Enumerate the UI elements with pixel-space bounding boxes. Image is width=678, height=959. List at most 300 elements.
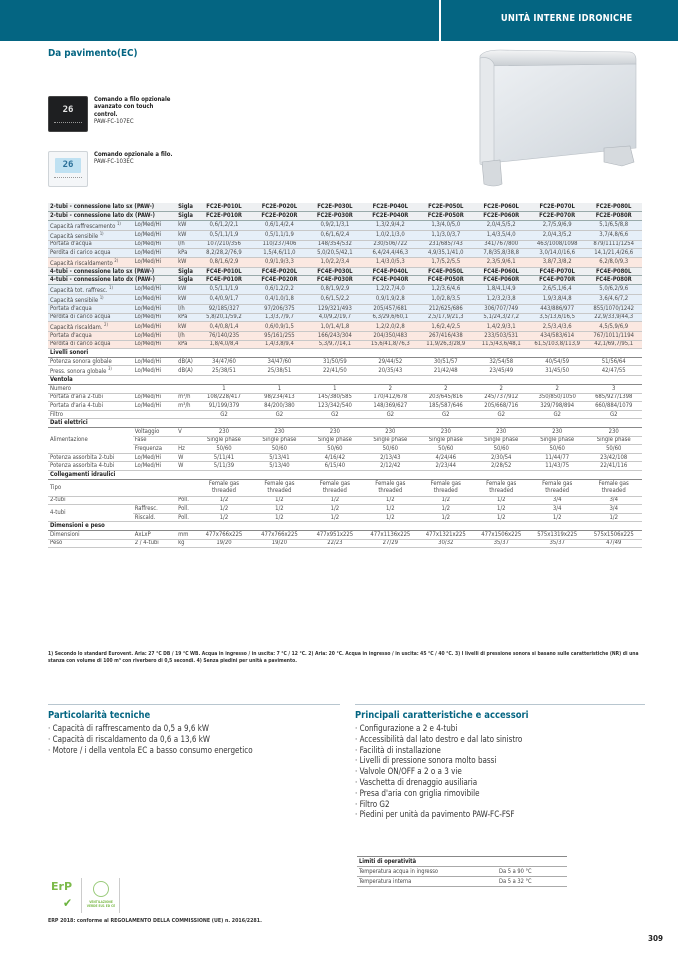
cell-value: FC2E-P020R <box>252 212 307 221</box>
cell-value: 3,0/14,0/16,6 <box>529 249 585 258</box>
cell-value: FC4E-P070R <box>529 276 585 285</box>
cell-value: FC4E-P040L <box>363 267 418 276</box>
cell-value: 477x1506x225 <box>474 530 529 539</box>
row-mode: Voltaggio <box>133 427 176 436</box>
table-footnote: 1) Secondo lo standard Eurovent. Aria: 27 °C DB / 19 °C WB. Acqua in ingresso / in uscita: 7 °C / 12 °C. 2) Aria: 20 °C. Acqua in ingresso / in uscita: 45 °C / 40 °C. 3) I livelli di pressione sonora si basano sulle caratteristiche (NR) di una stanza con volume di 100 m³ con riverbero di 0,5 secondi. 4) Senza piedini per unità a pavimento. <box>48 651 639 664</box>
cell-value: FC2E-P040L <box>363 203 418 212</box>
row-mode: Lo/Med/Hi <box>133 393 176 402</box>
cell-value: G2 <box>585 410 642 419</box>
page-number: 309 <box>648 934 664 943</box>
row-unit: kPa <box>176 313 196 322</box>
cell-value: G2 <box>307 410 362 419</box>
table-group-header <box>48 419 642 428</box>
row-label-text: Capacità sensibile <box>50 233 99 240</box>
operating-limits-table <box>357 856 567 887</box>
row-label <box>48 462 133 471</box>
row-mode: Lo/Med/Hi <box>133 462 176 471</box>
row-label <box>48 366 133 376</box>
thermostat-display: 26 <box>62 105 74 115</box>
row-label <box>48 304 133 313</box>
cell-value: FC2E-P050R <box>418 212 473 221</box>
accessory-item: · Livelli di pressione sonora molto bassi <box>355 756 625 767</box>
cell-value: FC4E-P050R <box>418 276 473 285</box>
cell-value: FC4E-P080R <box>585 276 642 285</box>
row-label <box>48 340 133 349</box>
cell-value: 166/243/304 <box>307 332 362 341</box>
cell-value: 4,5/5,9/6,9 <box>585 322 642 332</box>
table-row <box>48 276 642 285</box>
cell-value: 1/2 <box>196 496 251 505</box>
row-label <box>48 530 133 539</box>
cell-value: 4/24/46 <box>418 453 473 462</box>
row-unit: Sigla <box>176 267 196 276</box>
cell-value: 11,9/26,3/28,9 <box>418 340 473 349</box>
row-mode: Lo/Med/Hi <box>133 304 176 313</box>
cell-value: 14,1/21,4/26,6 <box>585 249 642 258</box>
row-label-text: Perdita di carico acqua <box>50 341 111 348</box>
row-unit: dB(A) <box>176 357 196 366</box>
cell-value: 31/50/59 <box>307 357 362 366</box>
row-label-text: Portata d'aria 4-tubi <box>50 402 103 409</box>
thermostat-display: 26 <box>55 158 81 173</box>
cell-value: 148/354/532 <box>307 240 362 249</box>
accessories-title: Principali caratteristiche e accessori <box>355 710 529 721</box>
cell-value: 50/60 <box>585 445 642 454</box>
row-unit: dB(A) <box>176 366 196 376</box>
cell-value: 575x1319x225 <box>529 530 585 539</box>
cell-value: 230 <box>363 427 418 436</box>
cell-value: 3,7/4,8/6,6 <box>585 230 642 240</box>
cell-value: 20/35/43 <box>363 366 418 376</box>
cell-value: 2/23/44 <box>418 462 473 471</box>
table-row <box>48 462 642 471</box>
group-label: Ventola <box>48 376 642 385</box>
cell-value: 1/2 <box>307 496 362 505</box>
group-label: Dati elettrici <box>48 419 642 428</box>
cell-value: 3 <box>585 385 642 394</box>
cell-value: Single phase <box>363 436 418 445</box>
cell-value: 204/350/483 <box>363 332 418 341</box>
cell-value: 51/56/64 <box>585 357 642 366</box>
cell-value: 50/60 <box>418 445 473 454</box>
cell-value: FC4E-P070L <box>529 267 585 276</box>
cell-value: 0,4/1,0/1,8 <box>252 294 307 304</box>
cell-value: 1/2 <box>363 505 418 514</box>
row-mode: Raffresc. <box>133 505 176 514</box>
cell-value: 1,3/3,7/9,7 <box>252 313 307 322</box>
table-row <box>48 539 642 548</box>
cell-value: 22/23 <box>307 539 362 548</box>
table-group-header <box>48 349 642 358</box>
cell-value: 50/60 <box>474 445 529 454</box>
eco-ventilation-logo <box>82 878 120 913</box>
cell-value: 230 <box>252 427 307 436</box>
cell-value: FC4E-P010R <box>196 276 251 285</box>
cell-value: FC4E-P030R <box>307 276 362 285</box>
row-label-text: Potenza assorbita 4-tubi <box>50 463 115 470</box>
erp-logo <box>48 878 82 913</box>
cell-value: 341/767/800 <box>474 240 529 249</box>
cell-value: 3,5/13,6/16,5 <box>529 313 585 322</box>
cell-value: 1,0/1,4/1,8 <box>307 322 362 332</box>
table-row <box>48 220 642 230</box>
cell-value: 15,6/41,8/76,3 <box>363 340 418 349</box>
cell-value: Female gas threaded <box>196 479 251 496</box>
table-group-header <box>48 470 642 479</box>
cell-value: 25/38/51 <box>196 366 251 376</box>
page-title: Da pavimento(EC) <box>48 48 138 59</box>
cell-value: 203/645/816 <box>418 393 473 402</box>
row-unit: Poll. <box>176 513 196 522</box>
table-row <box>48 257 642 267</box>
cell-value: 230/506/722 <box>363 240 418 249</box>
cell-value: 5/13/41 <box>252 453 307 462</box>
limit-label: Temperatura interna <box>357 877 497 887</box>
thermostat-keys <box>54 177 82 182</box>
row-mode: Lo/Med/Hi <box>133 294 176 304</box>
cell-value: Female gas threaded <box>363 479 418 496</box>
controller-name: Comando opzionale a filo. <box>94 151 173 158</box>
cell-value: Single phase <box>307 436 362 445</box>
cell-value: 1/2 <box>252 505 307 514</box>
row-unit: kPa <box>176 340 196 349</box>
row-label-text: Capacità tot. raffresc. <box>50 287 108 294</box>
row-mode: Lo/Med/Hi <box>133 230 176 240</box>
footnote-ref: 2) <box>104 322 108 328</box>
row-label: 2-tubi - connessione lato sx (PAW-) <box>48 203 176 212</box>
row-label <box>48 479 133 496</box>
row-mode: AxLxP <box>133 530 176 539</box>
cell-value: 477x1136x225 <box>363 530 418 539</box>
row-label-text: Capacità riscaldamento <box>50 260 113 267</box>
cell-value: 1/2 <box>418 513 473 522</box>
table-row <box>48 203 642 212</box>
cell-value: 1 <box>252 385 307 394</box>
cell-value: 1/2 <box>363 513 418 522</box>
row-label <box>48 385 133 394</box>
cell-value: 22/41/116 <box>585 462 642 471</box>
row-mode: Fase <box>133 436 176 445</box>
cell-value: 1,7/5,2/5,5 <box>418 257 473 267</box>
cell-value: 1,4/2,9/3,1 <box>474 322 529 332</box>
erp-text: ErP <box>51 880 73 893</box>
cell-value: 27/29 <box>363 539 418 548</box>
table-row <box>48 304 642 313</box>
cell-value: 230 <box>474 427 529 436</box>
row-label <box>48 453 133 462</box>
cell-value: 47/49 <box>585 539 642 548</box>
cell-value: 170/412/678 <box>363 393 418 402</box>
cell-value: 2/13/43 <box>363 453 418 462</box>
controller-wired <box>48 151 174 187</box>
cell-value: 30/32 <box>418 539 473 548</box>
cell-value: 443/886/977 <box>529 304 585 313</box>
cell-value: 0,6/1,2/2,2 <box>252 284 307 294</box>
accessory-item: · Configurazione a 2 e 4-tubi <box>355 724 625 735</box>
row-label-text: Dimensioni <box>50 531 80 538</box>
cell-value: 1,3/4,0/5,0 <box>418 220 473 230</box>
controller-touch <box>48 96 174 132</box>
row-mode <box>133 496 176 505</box>
row-mode <box>133 410 176 419</box>
cell-value: 233/503/531 <box>474 332 529 341</box>
table-row <box>48 410 642 419</box>
row-label-text: Perdita di carico acqua <box>50 250 111 257</box>
cell-value: 91/199/379 <box>196 402 251 411</box>
table-row <box>48 340 642 349</box>
cell-value: 3,6/4,6/7,2 <box>585 294 642 304</box>
accessory-item: · Accessibilità dal lato destro e dal lato sinistro <box>355 735 625 746</box>
row-label-text: Potenza assorbita 2-tubi <box>50 454 115 461</box>
row-unit <box>176 410 196 419</box>
cell-value: 1/2 <box>307 505 362 514</box>
row-unit: m³/h <box>176 402 196 411</box>
cell-value: 5,1/6,5/8,8 <box>585 220 642 230</box>
cell-value: 3,8/7,3/8,2 <box>529 257 585 267</box>
cell-value: 98/234/413 <box>252 393 307 402</box>
cell-value: 42/47/55 <box>585 366 642 376</box>
row-label <box>48 539 133 548</box>
row-unit: kg <box>176 539 196 548</box>
cell-value: 2,0/4,3/5,2 <box>529 230 585 240</box>
row-mode: Lo/Med/Hi <box>133 322 176 332</box>
cell-value: 95/161/255 <box>252 332 307 341</box>
cell-value: Single phase <box>474 436 529 445</box>
certification-logos <box>48 878 120 913</box>
cell-value: 5,3/9,7/14,1 <box>307 340 362 349</box>
cell-value: 5,0/6,2/9,6 <box>585 284 642 294</box>
cell-value: 1 <box>307 385 362 394</box>
cell-value: 3/4 <box>585 505 642 514</box>
cell-value: Single phase <box>196 436 251 445</box>
cell-value: 34/47/60 <box>196 357 251 366</box>
cell-value: 1,5/4,6/11,0 <box>252 249 307 258</box>
cell-value: 3/4 <box>529 496 585 505</box>
table-row <box>48 212 642 221</box>
table-row <box>48 505 642 514</box>
row-label <box>48 284 133 294</box>
row-label <box>48 496 133 505</box>
row-unit: l/h <box>176 240 196 249</box>
cell-value: 1,2/2,7/4,0 <box>363 284 418 294</box>
cell-value: 30/51/57 <box>418 357 473 366</box>
cell-value: 2,3/5,9/6,1 <box>474 257 529 267</box>
limits-title: Limiti di operatività <box>357 857 567 867</box>
row-label <box>48 402 133 411</box>
cell-value: FC2E-P010L <box>196 203 251 212</box>
cell-value: 306/707/749 <box>474 304 529 313</box>
row-unit: W <box>176 462 196 471</box>
cell-value: 1 <box>196 385 251 394</box>
cell-value: 1,1/3,0/3,7 <box>418 230 473 240</box>
accessory-item: · Valvole ON/OFF a 2 o a 3 vie <box>355 767 625 778</box>
footnote-ref: 1) <box>109 284 113 290</box>
cell-value: 97/206/375 <box>252 304 307 313</box>
cell-value: 40/54/59 <box>529 357 585 366</box>
limit-value: Da 5 a 32 °C <box>497 877 567 887</box>
cell-value: 29/44/52 <box>363 357 418 366</box>
row-mode: Lo/Med/Hi <box>133 313 176 322</box>
cell-value: 6,4/24,4/46,3 <box>363 249 418 258</box>
cell-value: 34/47/60 <box>252 357 307 366</box>
cell-value: 1,2/2,0/2,8 <box>363 322 418 332</box>
cell-value: FC4E-P010L <box>196 267 251 276</box>
cell-value: 50/60 <box>363 445 418 454</box>
cell-value: 1/2 <box>418 496 473 505</box>
cell-value: 1/2 <box>196 505 251 514</box>
row-label <box>48 220 133 230</box>
cell-value: 230 <box>307 427 362 436</box>
table-row <box>48 496 642 505</box>
cell-value: 107/210/356 <box>196 240 251 249</box>
cell-value: 1,9/3,8/4,8 <box>529 294 585 304</box>
row-label <box>48 249 133 258</box>
cell-value: 61,5/103,8/113,9 <box>529 340 585 349</box>
row-unit: l/h <box>176 332 196 341</box>
cell-value: FC2E-P040R <box>363 212 418 221</box>
group-label: Dimensioni e peso <box>48 522 642 531</box>
row-mode: Lo/Med/Hi <box>133 453 176 462</box>
cell-value: 2,0/4,5/5,2 <box>474 220 529 230</box>
row-unit: Poll. <box>176 496 196 505</box>
cell-value: 1/2 <box>252 496 307 505</box>
cell-value: 205/668/716 <box>474 402 529 411</box>
row-label-text: Peso <box>50 540 63 547</box>
cell-value: FC4E-P080L <box>585 267 642 276</box>
cell-value: 1,8/4,0/8,4 <box>196 340 251 349</box>
cell-value: 1/2 <box>363 496 418 505</box>
cell-value: 8,2/28,2/76,9 <box>196 249 251 258</box>
cell-value: 2/28/52 <box>474 462 529 471</box>
table-row <box>48 385 642 394</box>
row-label-text: Potenza sonora globale <box>50 358 112 365</box>
cell-value: 50/60 <box>196 445 251 454</box>
row-unit: Sigla <box>176 212 196 221</box>
cell-value: 0,6/1,5/2,2 <box>307 294 362 304</box>
footnote-ref: 1) <box>99 230 104 236</box>
cell-value: 4,9/35,1/41,0 <box>418 249 473 258</box>
row-unit: kW <box>176 257 196 267</box>
cell-value: 11/43/75 <box>529 462 585 471</box>
cell-value: 685/927/1398 <box>585 393 642 402</box>
limit-label: Temperatura acqua in ingresso <box>357 867 497 877</box>
table-row <box>48 436 642 445</box>
cell-value: 1,2/3,2/3,8 <box>474 294 529 304</box>
row-label <box>48 410 133 419</box>
wired-thermostat-icon <box>48 151 88 187</box>
table-row <box>48 445 642 454</box>
cell-value: FC2E-P020L <box>252 203 307 212</box>
row-mode: Riscald. <box>133 513 176 522</box>
footnote-ref: 1) <box>99 294 104 300</box>
cell-value: 50/60 <box>252 445 307 454</box>
cell-value: 1,3/2,9/4,2 <box>363 220 418 230</box>
cell-value: 5/11/41 <box>196 453 251 462</box>
row-unit: kW <box>176 322 196 332</box>
touch-thermostat-icon <box>48 96 88 132</box>
table-row <box>48 393 642 402</box>
row-mode: 2 / 4-tubi <box>133 539 176 548</box>
row-label: 4-tubi - connessione lato dx (PAW-) <box>48 276 176 285</box>
row-label <box>48 393 133 402</box>
cell-value: 1/2 <box>196 513 251 522</box>
cell-value: G2 <box>418 410 473 419</box>
row-label-text: 2-tubi <box>50 497 66 504</box>
cell-value: 92/185/327 <box>196 304 251 313</box>
cell-value: FC4E-P060R <box>474 276 529 285</box>
row-mode <box>133 385 176 394</box>
table-row <box>48 294 642 304</box>
cell-value: 0,4/0,9/1,7 <box>196 294 251 304</box>
row-label-text: Capacità riscaldam. <box>50 325 103 332</box>
cell-value: 35/37 <box>529 539 585 548</box>
table-row <box>48 267 642 276</box>
cell-value: Single phase <box>418 436 473 445</box>
cell-value: Female gas threaded <box>529 479 585 496</box>
row-unit: Hz <box>176 445 196 454</box>
row-label <box>48 357 133 366</box>
cell-value: G2 <box>474 410 529 419</box>
cell-value: FC4E-P020R <box>252 276 307 285</box>
cell-value: 76/140/235 <box>196 332 251 341</box>
top-banner <box>0 0 678 41</box>
thermostat-keys <box>54 122 82 127</box>
row-unit: kPa <box>176 249 196 258</box>
cell-value: 22/41/50 <box>307 366 362 376</box>
row-label <box>48 240 133 249</box>
cell-value: 4,0/9,2/19,7 <box>307 313 362 322</box>
cell-value: 0,8/1,9/2,9 <box>307 284 362 294</box>
row-mode: Lo/Med/Hi <box>133 332 176 341</box>
cell-value: FC2E-P050L <box>418 203 473 212</box>
cell-value: 0,9/1,9/3,3 <box>252 257 307 267</box>
cell-value: 50/60 <box>307 445 362 454</box>
technical-features <box>48 704 340 756</box>
cell-value: 2/30/54 <box>474 453 529 462</box>
row-unit: W <box>176 453 196 462</box>
cell-value: 5/13/40 <box>252 462 307 471</box>
flower-icon <box>93 881 109 897</box>
table-group-header <box>48 376 642 385</box>
cell-value: Female gas threaded <box>307 479 362 496</box>
row-unit: Sigla <box>176 203 196 212</box>
row-label: 4-tubi - connessione lato sx (PAW-) <box>48 267 176 276</box>
cell-value: FC4E-P020L <box>252 267 307 276</box>
cell-value: 2 <box>529 385 585 394</box>
row-label <box>48 230 133 240</box>
row-label-text: Capacità sensibile <box>50 297 99 304</box>
cell-value: G2 <box>529 410 585 419</box>
table-row <box>48 249 642 258</box>
row-label-text: Filtro <box>50 411 63 418</box>
cell-value: 1,8/4,1/4,9 <box>474 284 529 294</box>
cell-value: 1,4/3,0/5,3 <box>363 257 418 267</box>
accessories-list <box>355 724 645 821</box>
cell-value: 6/15/40 <box>307 462 362 471</box>
limit-value: Da 5 a 90 °C <box>497 867 567 877</box>
cell-value: 23/42/108 <box>585 453 642 462</box>
row-mode <box>133 479 176 496</box>
cell-value: FC2E-P060R <box>474 212 529 221</box>
row-label <box>48 313 133 322</box>
row-unit <box>176 385 196 394</box>
floor-fan-coil-unit-image <box>470 44 646 194</box>
cell-value: 1,0/2,8/3,5 <box>418 294 473 304</box>
cell-value: 463/1008/1098 <box>529 240 585 249</box>
section-title: UNITÀ INTERNE IDRONICHE <box>500 13 632 24</box>
cell-value: FC4E-P050L <box>418 267 473 276</box>
cell-value: 1/2 <box>418 505 473 514</box>
